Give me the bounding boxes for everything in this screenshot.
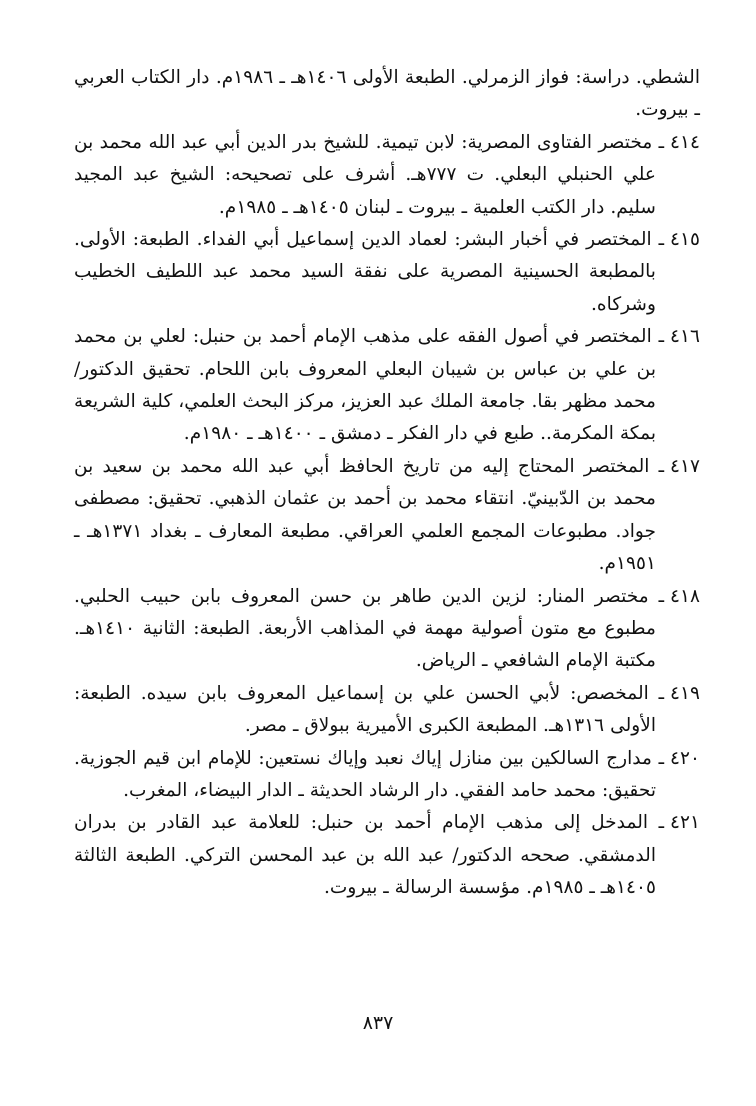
bibliography-entry-420	[74, 743, 700, 808]
entry-number: ٤٢١ ـ	[658, 812, 700, 834]
entry-number: ٤١٤ ـ	[658, 131, 700, 153]
bibliography-entry-416	[74, 321, 700, 451]
entry-text: المختصر في أخبار البشر: لعماد الدين إسماعيل أبي الفداء. الطبعة: الأولى. بالمطبعة الحسينية المصرية على نفقة السيد محمد عبد اللطيف الخطيب وشركاه.	[74, 229, 656, 315]
entry-text: المدخل إلى مذهب الإمام أحمد بن حنبل: للعلامة عبد القادر بن بدران الدمشقي. صححه الدكتور/ عبد الله بن عبد المحسن التركي. الطبعة الثالثة ١٤٠٥هـ ـ ١٩٨٥م. مؤسسة الرسالة ـ بيروت.	[74, 812, 656, 899]
bibliography-entry-414	[74, 127, 700, 224]
entry-text: المختصر في أصول الفقه على مذهب الإمام أحمد بن حنبل: لعلي بن محمد بن علي بن عباس بن شيبان البعلي المعروف بابن اللحام. تحقيق الدكتور/ محمد مظهر بقا. جامعة الملك عبد العزيز، مركز البحث العلمي، كلية الشريعة بمكة المكرمة.. طبع في دار الفكر ـ دمشق ـ ١٤٠٠هـ ـ ١٩٨٠م.	[74, 326, 656, 445]
continuation-text: الشطي. دراسة: فواز الزمرلي. الطبعة الأولى ١٤٠٦هـ ـ ١٩٨٦م. دار الكتاب العربي ـ بيروت.	[74, 67, 700, 121]
bibliography-page-body	[74, 62, 700, 905]
entry-number: ٤١٩ ـ	[658, 682, 700, 704]
entry-number: ٤١٧ ـ	[658, 455, 700, 477]
page-number: ٨٣٧	[362, 1012, 394, 1034]
bibliography-entry-421	[74, 807, 700, 904]
entry-number: ٤١٨ ـ	[658, 585, 700, 607]
entry-text: المختصر المحتاج إليه من تاريخ الحافظ أبي عبد الله محمد بن سعيد بن محمد بن الدّبينيّ. انتقاء محمد بن أحمد بن عثمان الذهبي. تحقيق: مصطفى جواد. مطبوعات المجمع العلمي العراقي. مطبعة المعارف ـ بغداد ١٣٧١هـ ـ ١٩٥١م.	[74, 455, 656, 575]
entry-number: ٤١٥ ـ	[658, 229, 700, 251]
entry-number: ٤٢٠ ـ	[658, 747, 700, 769]
entry-text: مدارج السالكين بين منازل إياك نعبد وإياك نستعين: للإمام ابن قيم الجوزية. تحقيق: محمد حامد الفقي. دار الرشاد الحديثة ـ الدار البيضاء، المغرب.	[74, 747, 656, 801]
bibliography-entry-418	[74, 581, 700, 678]
entry-text: مختصر الفتاوى المصرية: لابن تيمية. للشيخ بدر الدين أبي عبد الله محمد بن علي الحنبلي البعلي. ت ٧٧٧هـ. أشرف على تصحيحه: الشيخ عبد المجيد سليم. دار الكتب العلمية ـ بيروت ـ لبنان ١٤٠٥هـ ـ ١٩٨٥م.	[74, 131, 656, 218]
entry-text: المخصص: لأبي الحسن علي بن إسماعيل المعروف بابن سيده. الطبعة: الأولى ١٣١٦هـ. المطبعة الكبرى الأميرية ببولاق ـ مصر.	[74, 682, 656, 737]
entry-number: ٤١٦ ـ	[658, 326, 700, 348]
bibliography-entry-415	[74, 224, 700, 321]
bibliography-entry-419	[74, 678, 700, 743]
bibliography-entry-417	[74, 451, 700, 581]
entry-text: مختصر المنار: لزين الدين طاهر بن حسن المعروف بابن حبيب الحلبي. مطبوع مع متون أصولية مهمة في المذاهب الأربعة. الطبعة: الثانية ١٤١٠هـ. مكتبة الإمام الشافعي ـ الرياض.	[74, 585, 656, 672]
